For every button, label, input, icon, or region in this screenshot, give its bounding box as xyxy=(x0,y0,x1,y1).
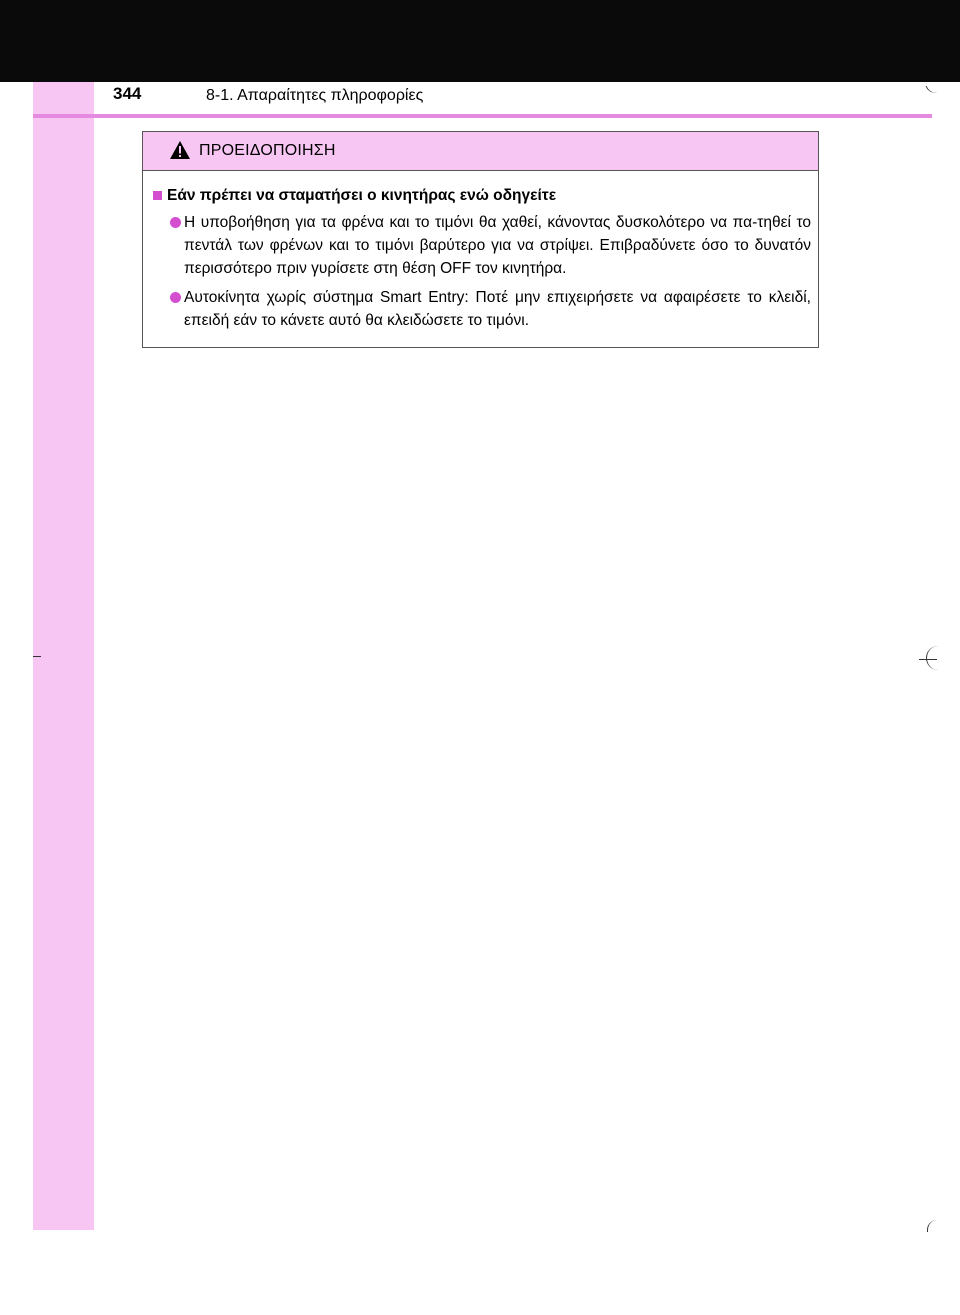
crop-mark-icon xyxy=(926,82,940,95)
warning-heading xyxy=(153,187,811,205)
round-bullet-icon xyxy=(170,217,181,228)
header-rule xyxy=(33,114,932,118)
crop-mark-icon xyxy=(33,656,41,657)
section-title: 8-1. Απαραίτητες πληροφορίες xyxy=(206,87,424,104)
list-item-text: Η υποβοήθηση για τα φρένα και το τιμόνι θα χαθεί, κάνοντας δυσκολότερο να πα-τηθεί το πεντάλ των φρένων και το τιμόνι βαρύτερο για να στρίψει. Επιβραδύνετε όσο το δυνατόν περισσότερο πριν γυρίσετε στη θέση OFF τον κινητήρα. xyxy=(184,214,811,277)
square-bullet-icon xyxy=(153,191,162,200)
crop-mark-icon xyxy=(926,646,939,670)
warning-label: ΠΡΟΕΙΔΟΠΟΙΗΣΗ xyxy=(199,142,336,159)
warning-header xyxy=(143,132,818,171)
list-item xyxy=(153,211,811,280)
warning-heading-text: Εάν πρέπει να σταματήσει ο κινητήρας ενώ οδηγείτε xyxy=(167,187,557,204)
top-bar xyxy=(0,0,960,82)
warning-box xyxy=(142,131,819,348)
warning-triangle-icon xyxy=(169,140,191,160)
page-number: 344 xyxy=(113,84,142,103)
warning-body xyxy=(143,171,818,332)
crop-mark-icon xyxy=(927,1220,938,1232)
side-strip xyxy=(33,82,94,1230)
list-item-text: Αυτοκίνητα χωρίς σύστημα Smart Entry: Ποτέ μην επιχειρήσετε να αφαιρέσετε το κλειδί, επειδή εάν το κάνετε αυτό θα κλειδώσετε το τιμόνι. xyxy=(184,289,811,329)
list-item xyxy=(153,286,811,332)
round-bullet-icon xyxy=(170,292,181,303)
